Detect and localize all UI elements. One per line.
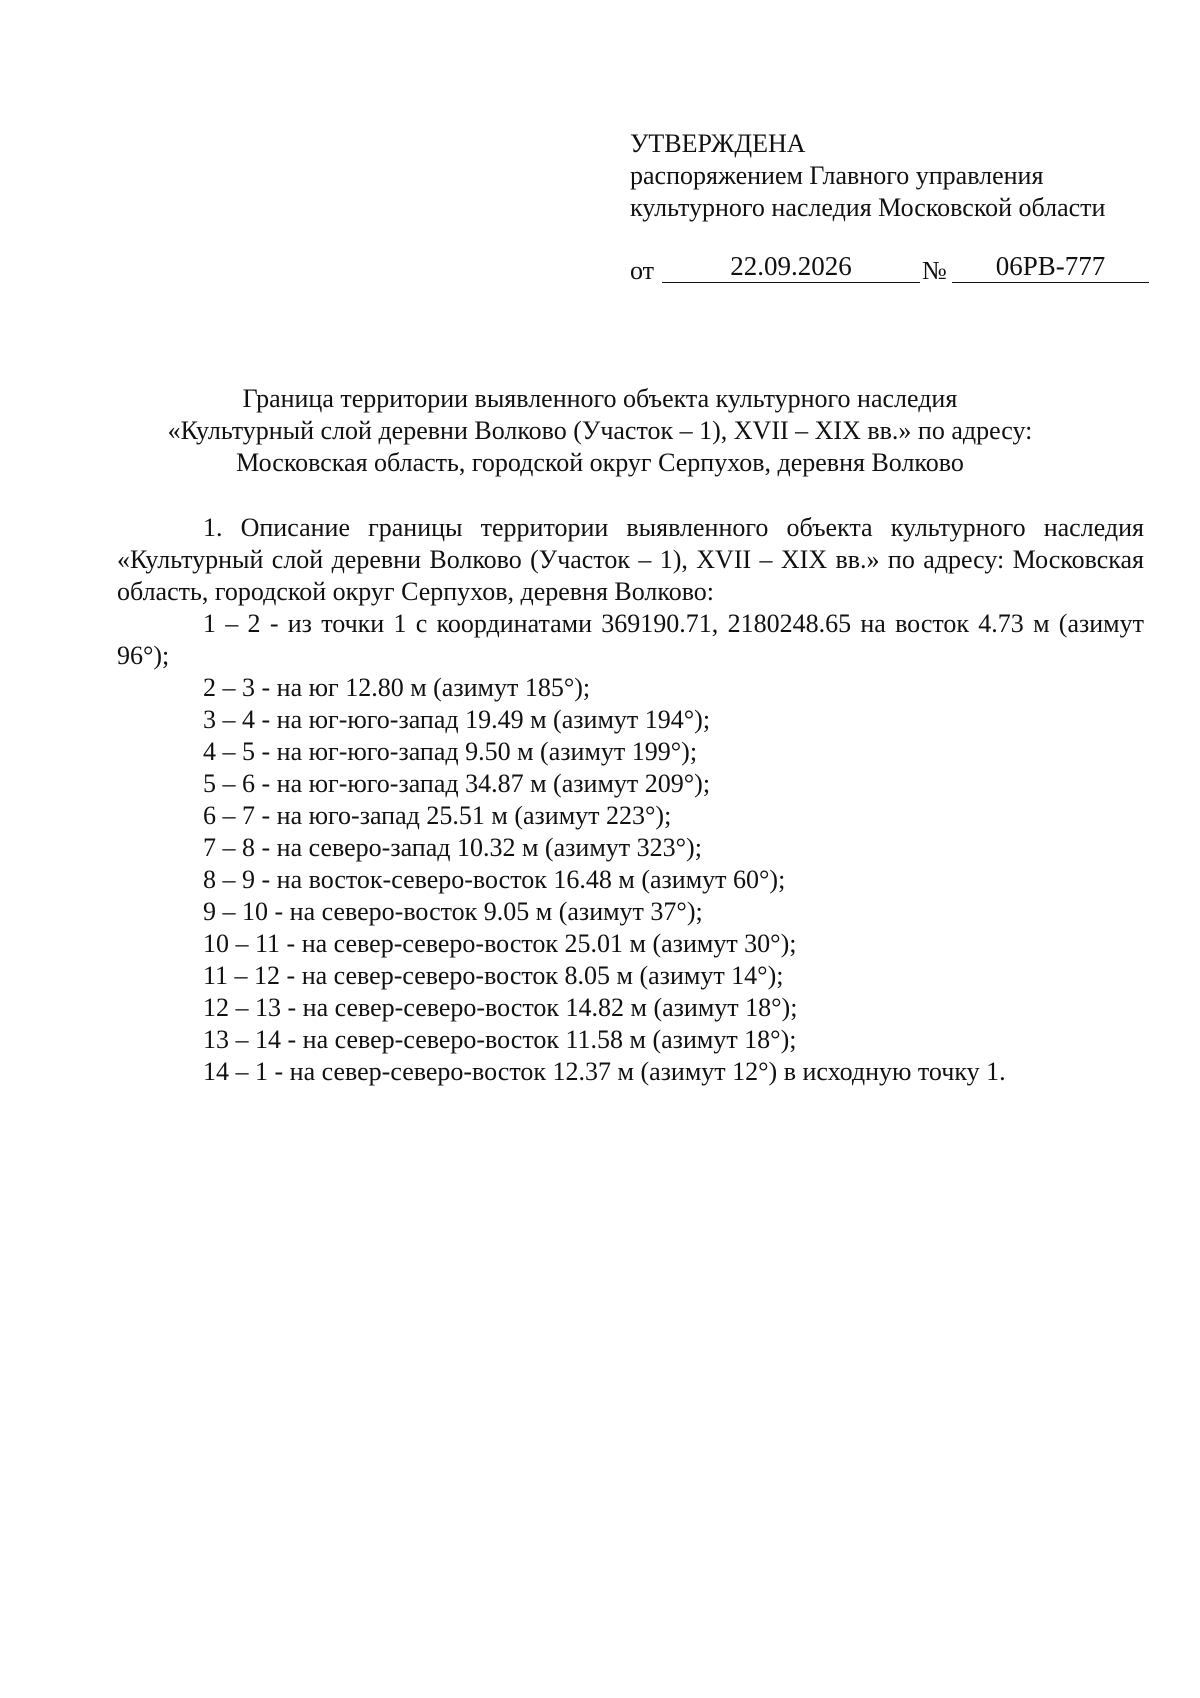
boundary-segment: 5 – 6 - на юг-юго-запад 34.87 м (азимут 209°); <box>203 769 711 798</box>
boundary-segment: 12 – 13 - на север-северо-восток 14.82 м (азимут 18°); <box>203 993 798 1022</box>
approval-number: 06РВ-777 <box>952 250 1149 283</box>
approval-line-2: культурного наследия Московской области <box>630 193 1106 222</box>
description-intro: 1. Описание границы территории выявленного объекта культурного наследия «Культурный слой деревни Волково (Участок – 1), XVII – XIX вв.» по адресу: Московская область, городской округ Серпухов, деревня Волково: <box>117 513 1144 606</box>
title-line-1: Граница территории выявленного объекта культурного наследия <box>242 384 958 413</box>
title-line-2: «Культурный слой деревни Волково (Участок – 1), XVII – XIX вв.» по адресу: <box>167 416 1033 445</box>
document-title <box>117 383 1083 479</box>
approval-line-1: распоряжением Главного управления <box>630 161 1044 190</box>
boundary-segment: 4 – 5 - на юг-юго-запад 9.50 м (азимут 199°); <box>203 737 698 766</box>
boundary-segment: 10 – 11 - на север-северо-восток 25.01 м (азимут 30°); <box>203 929 797 958</box>
boundary-segment: 3 – 4 - на юг-юго-запад 19.49 м (азимут 194°); <box>203 705 711 734</box>
boundary-segment: 9 – 10 - на северо-восток 9.05 м (азимут 37°); <box>203 897 703 926</box>
approval-stamp <box>630 128 1150 224</box>
from-label: от <box>630 256 655 285</box>
boundary-segment: 2 – 3 - на юг 12.80 м (азимут 185°); <box>203 673 591 702</box>
approval-date-row <box>630 250 1150 290</box>
boundary-segment: 8 – 9 - на восток-северо-восток 16.48 м (азимут 60°); <box>203 865 786 894</box>
boundary-segment: 1 – 2 - из точки 1 с координатами 369190.71, 2180248.65 на восток 4.73 м (азимут 96°); <box>117 609 1144 670</box>
approval-date: 22.09.2026 <box>662 250 920 283</box>
boundary-segment: 7 – 8 - на северо-запад 10.32 м (азимут 323°); <box>203 833 702 862</box>
boundary-description <box>117 512 1144 1088</box>
approval-status: УТВЕРЖДЕНА <box>630 129 806 158</box>
boundary-segment: 14 – 1 - на север-северо-восток 12.37 м (азимут 12°) в исходную точку 1. <box>203 1057 1006 1086</box>
boundary-segment: 11 – 12 - на север-северо-восток 8.05 м (азимут 14°); <box>203 961 784 990</box>
title-line-3: Московская область, городской округ Серпухов, деревня Волково <box>236 448 964 477</box>
boundary-segment: 13 – 14 - на север-северо-восток 11.58 м (азимут 18°); <box>203 1025 797 1054</box>
number-label: № <box>922 256 947 285</box>
boundary-segment: 6 – 7 - на юго-запад 25.51 м (азимут 223°); <box>203 801 672 830</box>
